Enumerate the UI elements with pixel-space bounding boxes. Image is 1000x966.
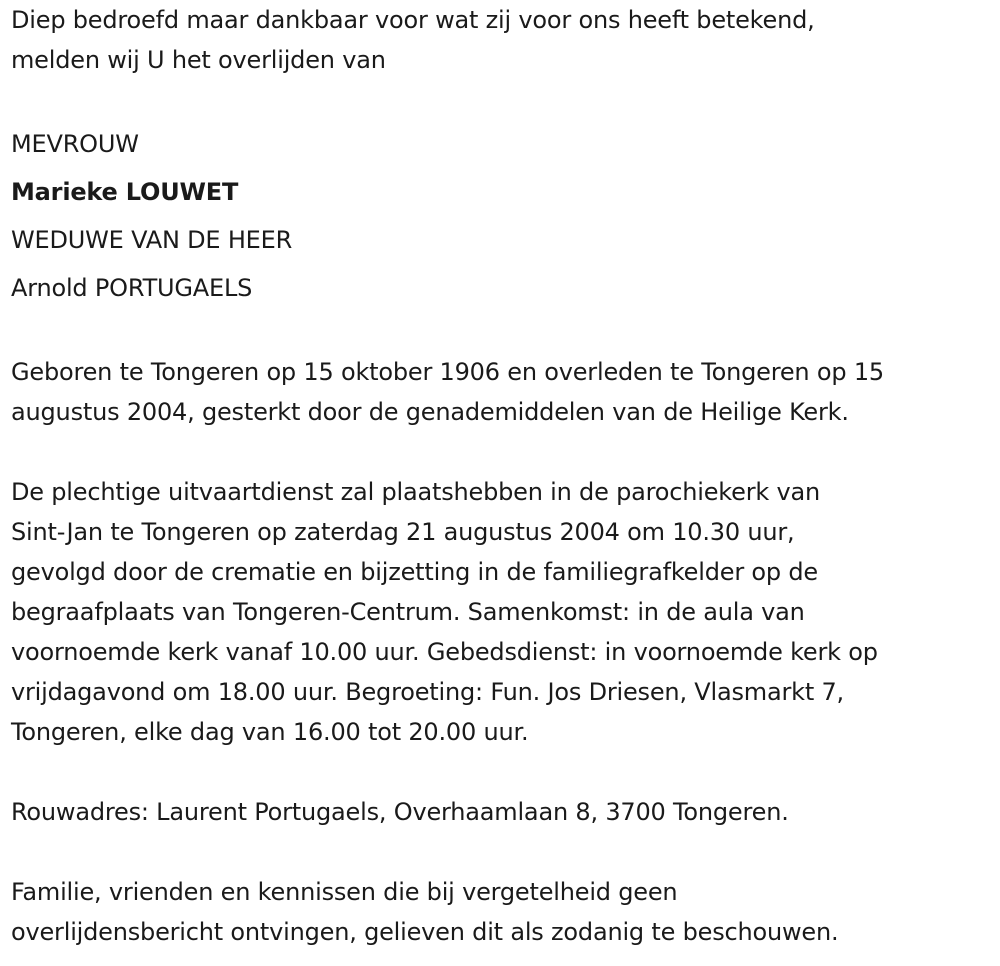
funeral-line: Tongeren, elke dag van 16.00 tot 20.00 uur.: [11, 718, 529, 746]
funeral-line: voornoemde kerk vanaf 10.00 uur. Gebedsdienst: in voornoemde kerk op: [11, 638, 878, 666]
deceased-relation: WEDUWE VAN DE HEER: [11, 226, 293, 254]
paragraph-spacer: [11, 80, 996, 120]
birth-death-line: augustus 2004, gesterkt door de genademiddelen van de Heilige Kerk.: [11, 398, 849, 426]
birth-death-line: Geboren te Tongeren op 15 oktober 1906 en overleden te Tongeren op 15: [11, 358, 884, 386]
funeral-line: Sint-Jan te Tongeren op zaterdag 21 augustus 2004 om 10.30 uur,: [11, 518, 795, 546]
funeral-line: gevolgd door de crematie en bijzetting in de familiegrafkelder op de: [11, 558, 818, 586]
funeral-line: De plechtige uitvaartdienst zal plaatshebben in de parochiekerk van: [11, 478, 821, 506]
address-line: Rouwadres: Laurent Portugaels, Overhaamlaan 8, 3700 Tongeren.: [11, 798, 789, 826]
funeral-paragraph: [11, 472, 996, 752]
intro-line: Diep bedroefd maar dankbaar voor wat zij voor ons heeft betekend,: [11, 6, 815, 34]
address-paragraph: [11, 792, 996, 832]
funeral-line: begraafplaats van Tongeren-Centrum. Samenkomst: in de aula van: [11, 598, 805, 626]
closing-paragraph: [11, 872, 996, 952]
deceased-name-block: [11, 120, 996, 312]
paragraph-spacer: [11, 752, 996, 792]
paragraph-spacer: [11, 312, 996, 352]
intro-paragraph: [11, 0, 996, 80]
intro-line: melden wij U het overlijden van: [11, 46, 386, 74]
deceased-name: Marieke LOUWET: [11, 178, 239, 206]
deceased-spouse: Arnold PORTUGAELS: [11, 274, 253, 302]
deceased-title: MEVROUW: [11, 130, 139, 158]
closing-line: overlijdensbericht ontvingen, gelieven dit als zodanig te beschouwen.: [11, 918, 839, 946]
birth-death-paragraph: [11, 352, 996, 432]
paragraph-spacer: [11, 432, 996, 472]
obituary-document: [11, 0, 996, 952]
closing-line: Familie, vrienden en kennissen die bij vergetelheid geen: [11, 878, 678, 906]
funeral-line: vrijdagavond om 18.00 uur. Begroeting: Fun. Jos Driesen, Vlasmarkt 7,: [11, 678, 844, 706]
paragraph-spacer: [11, 832, 996, 872]
